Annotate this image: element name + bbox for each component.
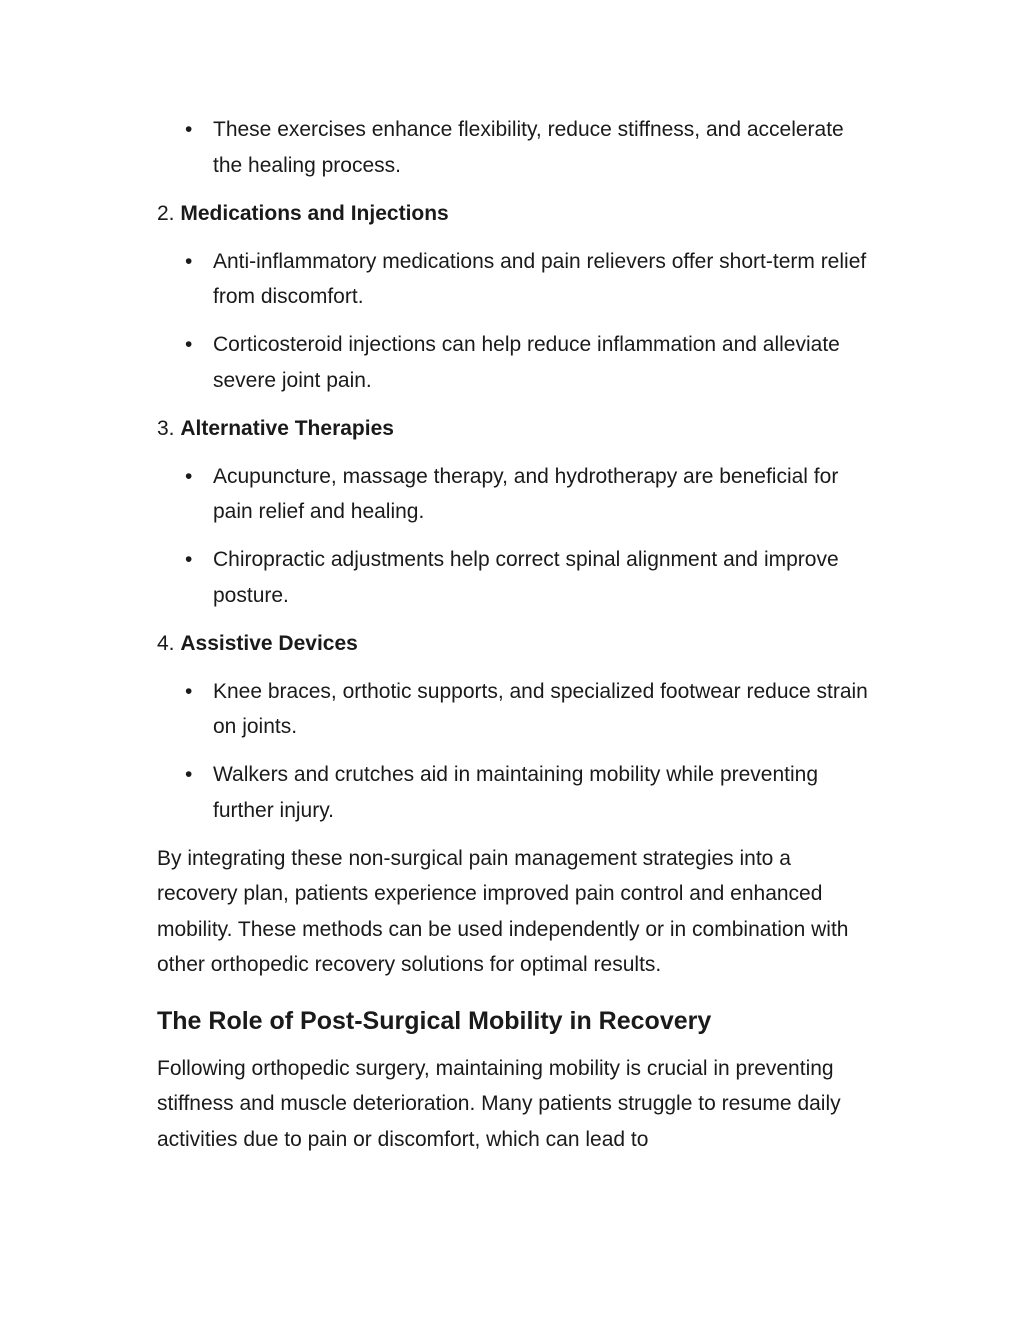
bullet-icon: •	[185, 679, 193, 703]
item-number: 3.	[157, 416, 175, 440]
list-item	[157, 244, 877, 315]
bullet-icon: •	[185, 548, 193, 571]
list-item	[157, 542, 877, 613]
list-item	[157, 112, 877, 183]
item-title: Medications and Injections	[180, 201, 449, 225]
list-item	[157, 327, 877, 398]
bullet-text: Anti-inflammatory medications and pain relievers offer short-term relief from discomfort.	[213, 249, 867, 308]
bullet-icon: •	[185, 249, 193, 273]
numbered-heading	[157, 411, 877, 447]
list-item	[157, 674, 877, 745]
closing-paragraph: By integrating these non-surgical pain management strategies into a recovery plan, patients experience improved pain control and enhanced mobility. These methods can be used independently or in combination with other orthopedic recovery solutions for optimal results.	[157, 846, 849, 976]
document-content	[157, 112, 877, 1170]
list-item	[157, 757, 877, 828]
bullet-icon: •	[185, 763, 193, 786]
numbered-heading	[157, 626, 877, 662]
bullet-icon: •	[185, 464, 193, 488]
section-paragraph: Following orthopedic surgery, maintaining mobility is crucial in preventing stiffness and muscle deterioration. Many patients struggle to resume daily activities due to pain or discomfort, which can lead to	[157, 1056, 841, 1151]
item-number: 2.	[157, 201, 175, 225]
bullet-icon: •	[185, 118, 193, 141]
bullet-icon: •	[185, 333, 193, 356]
item-number: 4.	[157, 631, 175, 655]
item-title: Alternative Therapies	[180, 416, 394, 440]
bullet-text: Corticosteroid injections can help reduce inflammation and alleviate severe joint pain.	[213, 333, 840, 392]
bullet-text: Chiropractic adjustments help correct spinal alignment and improve posture.	[213, 548, 839, 607]
item-title: Assistive Devices	[180, 631, 358, 655]
list-item	[157, 459, 877, 530]
bullet-text: Acupuncture, massage therapy, and hydrotherapy are beneficial for pain relief and healing.	[213, 464, 839, 523]
section-heading: The Role of Post-Surgical Mobility in Recovery	[157, 1006, 712, 1035]
numbered-heading	[157, 196, 877, 232]
bullet-text: These exercises enhance flexibility, reduce stiffness, and accelerate the healing process.	[213, 118, 844, 177]
bullet-text: Knee braces, orthotic supports, and specialized footwear reduce strain on joints.	[213, 679, 868, 738]
bullet-text: Walkers and crutches aid in maintaining mobility while preventing further injury.	[213, 763, 819, 822]
